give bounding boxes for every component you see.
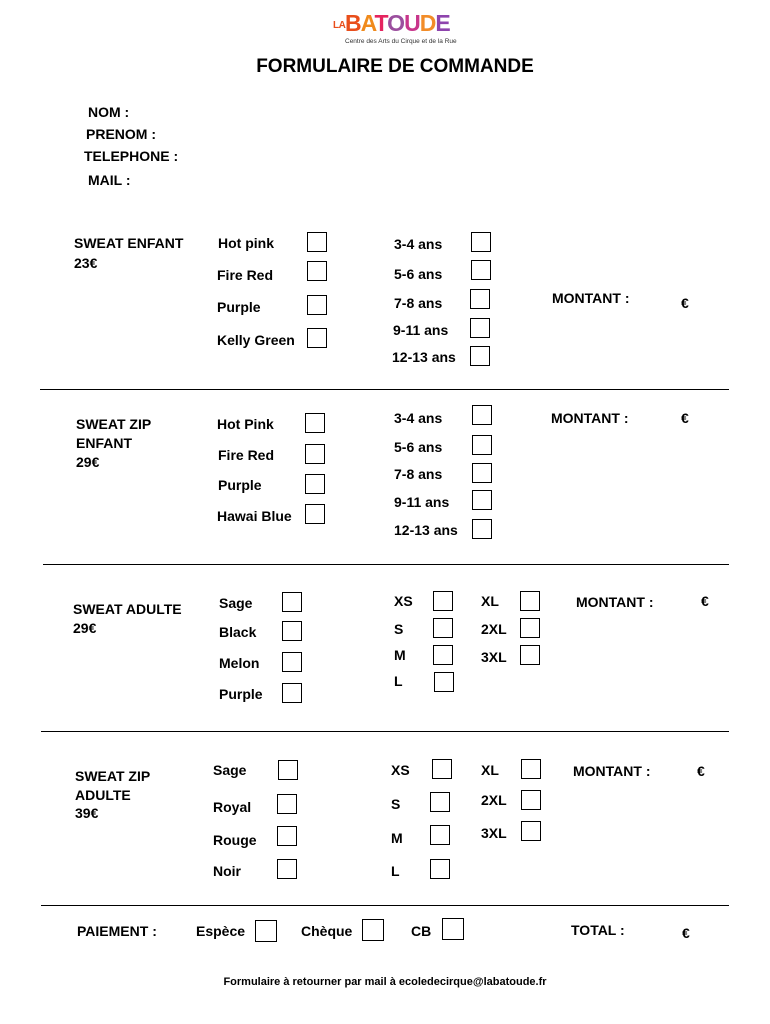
payment-label: PAIEMENT :: [77, 923, 157, 939]
color-label: Sage: [219, 595, 253, 611]
montant-label: MONTANT :: [552, 290, 630, 306]
mail-label: MAIL :: [88, 172, 131, 188]
size-checkbox[interactable]: [434, 672, 454, 692]
telephone-label: TELEPHONE :: [84, 148, 179, 164]
payment-cb-checkbox[interactable]: [442, 918, 464, 940]
color-label: Rouge: [213, 832, 257, 848]
size-checkbox[interactable]: [470, 289, 490, 309]
color-checkbox[interactable]: [282, 652, 302, 672]
payment-option-label: Espèce: [196, 923, 246, 939]
color-label: Hawai Blue: [217, 508, 292, 524]
color-checkbox[interactable]: [305, 474, 325, 494]
product-name-line: ENFANT: [76, 435, 132, 451]
size-label: S: [394, 621, 404, 637]
logo-letter: E: [435, 10, 450, 36]
color-checkbox[interactable]: [282, 683, 302, 703]
color-checkbox[interactable]: [277, 826, 297, 846]
section-divider: [40, 389, 729, 390]
size-checkbox[interactable]: [433, 618, 453, 638]
color-checkbox[interactable]: [305, 413, 325, 433]
payment-especes-checkbox[interactable]: [255, 920, 277, 942]
logo-letter: A: [360, 10, 375, 36]
size-label: 2XL: [481, 792, 507, 808]
size-label: L: [391, 863, 400, 879]
size-checkbox[interactable]: [433, 645, 453, 665]
section-divider: [41, 905, 729, 906]
logo-prefix: LA: [333, 20, 346, 31]
color-label: Fire Red: [218, 447, 275, 463]
payment-cheque-checkbox[interactable]: [362, 919, 384, 941]
montant-label: MONTANT :: [573, 763, 651, 779]
color-label: Purple: [218, 477, 262, 493]
color-checkbox[interactable]: [277, 794, 297, 814]
currency-symbol: €: [697, 763, 705, 779]
product-price: 39€: [75, 805, 99, 821]
size-label: XS: [394, 593, 413, 609]
product-name: SWEAT ENFANT: [74, 235, 184, 251]
color-checkbox[interactable]: [277, 859, 297, 879]
color-label: Kelly Green: [217, 332, 295, 348]
size-label: 9-11 ans: [393, 322, 449, 338]
color-label: Sage: [213, 762, 247, 778]
total-label: TOTAL :: [571, 922, 625, 938]
size-checkbox[interactable]: [432, 759, 452, 779]
color-checkbox[interactable]: [307, 232, 327, 252]
section-divider: [41, 731, 729, 732]
size-label: 5-6 ans: [394, 266, 443, 282]
montant-label: MONTANT :: [551, 410, 629, 426]
size-label: L: [394, 673, 403, 689]
size-checkbox[interactable]: [520, 591, 540, 611]
logo-letter: D: [419, 10, 436, 36]
currency-symbol: €: [701, 593, 709, 609]
size-checkbox[interactable]: [520, 618, 540, 638]
nom-label: NOM :: [88, 104, 130, 120]
color-label: Fire Red: [217, 267, 274, 283]
size-checkbox[interactable]: [520, 645, 540, 665]
size-label: XS: [391, 762, 410, 778]
section-divider: [43, 564, 729, 565]
color-checkbox[interactable]: [305, 504, 325, 524]
product-name-line: SWEAT ZIP: [76, 416, 152, 432]
size-checkbox[interactable]: [470, 346, 490, 366]
size-label: 3XL: [481, 825, 507, 841]
size-label: XL: [481, 762, 499, 778]
logo-letter: O: [387, 10, 405, 36]
size-checkbox[interactable]: [521, 759, 541, 779]
product-name-line: ADULTE: [75, 787, 131, 803]
logo-letter: B: [345, 10, 361, 36]
product-name-line: SWEAT ZIP: [75, 768, 151, 784]
color-label: Purple: [217, 299, 261, 315]
size-checkbox[interactable]: [472, 405, 492, 425]
color-checkbox[interactable]: [282, 592, 302, 612]
size-checkbox[interactable]: [433, 591, 453, 611]
size-label: 12-13 ans: [394, 522, 458, 538]
size-checkbox[interactable]: [472, 463, 492, 483]
size-label: 3-4 ans: [394, 236, 443, 252]
logo-letter: T: [374, 10, 388, 36]
size-label: M: [391, 830, 403, 846]
size-checkbox[interactable]: [470, 318, 490, 338]
product-price: 29€: [73, 620, 97, 636]
payment-option-label: Chèque: [301, 923, 353, 939]
size-label: 5-6 ans: [394, 439, 443, 455]
color-label: Royal: [213, 799, 252, 815]
currency-symbol: €: [682, 925, 690, 941]
size-checkbox[interactable]: [430, 859, 450, 879]
payment-option-label: CB: [411, 923, 432, 939]
color-label: Black: [219, 624, 257, 640]
color-checkbox[interactable]: [307, 328, 327, 348]
size-label: 3XL: [481, 649, 507, 665]
size-label: 3-4 ans: [394, 410, 443, 426]
montant-label: MONTANT :: [576, 594, 654, 610]
size-checkbox[interactable]: [471, 232, 491, 252]
size-label: 7-8 ans: [394, 295, 443, 311]
product-price: 23€: [74, 255, 98, 271]
currency-symbol: €: [681, 295, 689, 311]
color-checkbox[interactable]: [307, 261, 327, 281]
color-label: Noir: [213, 863, 241, 879]
page-title: FORMULAIRE DE COMMANDE: [256, 56, 534, 77]
color-label: Melon: [219, 655, 260, 671]
logo-tagline: Centre des Arts du Cirque et de la Rue: [345, 38, 457, 45]
logo-letter: U: [404, 10, 420, 36]
size-label: 12-13 ans: [392, 349, 456, 365]
size-checkbox[interactable]: [521, 821, 541, 841]
size-label: 7-8 ans: [394, 466, 443, 482]
size-checkbox[interactable]: [471, 260, 491, 280]
size-checkbox[interactable]: [472, 435, 492, 455]
color-checkbox[interactable]: [278, 760, 298, 780]
size-checkbox[interactable]: [472, 490, 492, 510]
color-label: Purple: [219, 686, 263, 702]
size-checkbox[interactable]: [521, 790, 541, 810]
color-label: Hot pink: [218, 235, 274, 251]
prenom-label: PRENOM :: [86, 126, 156, 142]
color-checkbox[interactable]: [305, 444, 325, 464]
size-label: XL: [481, 593, 499, 609]
size-label: 9-11 ans: [394, 494, 450, 510]
currency-symbol: €: [681, 410, 689, 426]
color-label: Hot Pink: [217, 416, 274, 432]
size-checkbox[interactable]: [472, 519, 492, 539]
footer-note: Formulaire à retourner par mail à ecoledecirque@labatoude.fr: [223, 976, 547, 988]
size-checkbox[interactable]: [430, 825, 450, 845]
size-label: M: [394, 647, 406, 663]
color-checkbox[interactable]: [307, 295, 327, 315]
size-label: S: [391, 796, 401, 812]
color-checkbox[interactable]: [282, 621, 302, 641]
product-name: SWEAT ADULTE: [73, 601, 182, 617]
product-price: 29€: [76, 454, 100, 470]
logo-wordmark: [345, 10, 450, 37]
size-checkbox[interactable]: [430, 792, 450, 812]
size-label: 2XL: [481, 621, 507, 637]
labatoude-logo: [333, 8, 458, 48]
